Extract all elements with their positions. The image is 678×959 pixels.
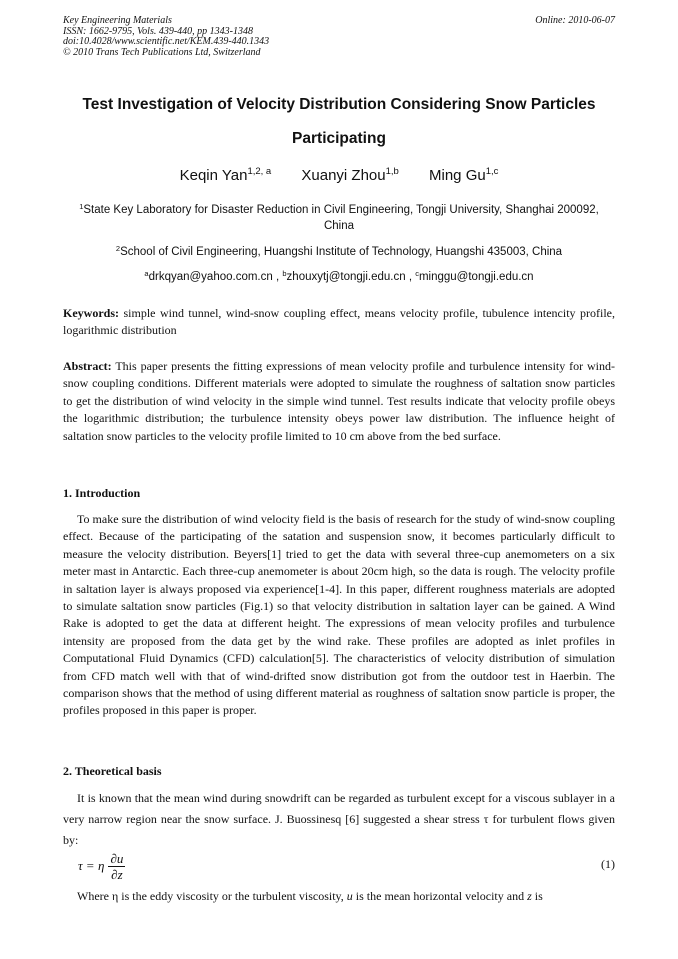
fraction-denominator: ∂z xyxy=(111,866,123,882)
introduction-paragraph: To make sure the distribution of wind velocity field is the basis of research for the study of wind-snow coupling effect. Because of the participating of the satation and suspension snow, it becomes particularly difficult to measure the velocity distribution. Beyers[1] tried to get the data with several three-cup anemometers on a six meter mast in Antarctic. Each three-cup anemometer is about 20cm high, so the data is rough. The velocity profile in saltation layer is always proposed via experience[1-4]. In this paper, different roughness materials are adopted to simulate saltation snow particles (Fig.1) so that velocity distribution in saltation layer can be gained. A Wind Rake is adopted to get the data at different height. The expressions of mean velocity profiles and turbulence intensity are proposed from the data get by the wind rake. These profiles are adopted as inlet profiles in Computational Fluid Dynamics (CFD) calculation[5]. The characteristics of velocity distribution of simulation from CFD match well with that of wind-drifted snow distribution got from the outdoor test in Haerbin. The comparison shows that the method of using different material as roughness of saltation snow particle is proper, the profiles proposed in this paper is proper. xyxy=(63,512,615,718)
keywords-label: Keywords: xyxy=(63,306,119,320)
issn-line: ISSN: 1662-9795, Vols. 439-440, pp 1343-1348 xyxy=(63,25,253,37)
email-separator: , xyxy=(405,271,416,283)
section-heading-introduction: 1. Introduction xyxy=(63,486,141,500)
affiliation-text: State Key Laboratory for Disaster Reduction in Civil Engineering, Tongji University, Shanghai 200092, China xyxy=(83,204,599,232)
fraction-numerator: ∂u xyxy=(110,850,124,866)
title-line-1: Test Investigation of Velocity Distribution Considering Snow Particles xyxy=(82,96,596,113)
doi-line: doi:10.4028/www.scientific.net/KEM.439-440.1343 xyxy=(63,36,270,47)
variable-u: u xyxy=(346,889,353,903)
equation-equals: = xyxy=(86,858,94,873)
email-link-c[interactable]: minggu@tongji.edu.cn xyxy=(418,271,534,283)
where-text-2: is the mean horizontal velocity and xyxy=(352,889,528,903)
keywords-paragraph xyxy=(63,305,615,339)
journal-name: Key Engineering Materials xyxy=(63,15,172,26)
section-heading-theoretical-basis: 2. Theoretical basis xyxy=(63,764,162,778)
email-mark: b xyxy=(282,269,287,278)
affiliation-mark: 2 xyxy=(115,244,121,253)
email-separator: , xyxy=(272,271,283,283)
title-line-2: Participating xyxy=(292,130,386,147)
affiliation-mark: 1 xyxy=(79,202,84,211)
keywords-text: simple wind tunnel, wind-snow coupling effect, means velocity profile, tubulence intencity profile, logarithmic distribution xyxy=(63,306,616,337)
affiliation-2 xyxy=(63,244,615,260)
author-2 xyxy=(301,165,398,187)
author-affiliation-mark: 1,c xyxy=(485,166,499,177)
author-name: Xuanyi Zhou xyxy=(301,167,386,184)
equation-fraction xyxy=(108,851,125,882)
abstract-paragraph xyxy=(63,358,615,445)
author-3 xyxy=(429,165,498,187)
equation-number: (1) xyxy=(601,857,615,871)
email-mark: a xyxy=(144,269,149,278)
equation-coefficient: η xyxy=(98,858,105,873)
author-affiliation-mark: 1,b xyxy=(385,166,399,177)
author-affiliation-mark: 1,2, a xyxy=(247,166,272,177)
theoretical-basis-paragraph: It is known that the mean wind during snowdrift can be regarded as turbulent except for a viscous sublayer in a very narrow region near the snow surface. J. Buossinesq [6] suggested a shear stress τ for turbulent flows given by: xyxy=(63,791,615,847)
equation-1 xyxy=(78,849,125,883)
equation-lhs: τ xyxy=(78,858,83,873)
email-link-b[interactable]: zhouxytj@tongji.edu.cn xyxy=(286,271,406,283)
where-text-1: Where η is the eddy viscosity or the turbulent viscosity, xyxy=(77,889,347,903)
variable-z: z xyxy=(527,889,532,903)
copyright-line: © 2010 Trans Tech Publications Ltd, Switzerland xyxy=(63,46,261,58)
where-text-3: is xyxy=(531,889,543,903)
email-list xyxy=(63,269,615,285)
affiliation-1 xyxy=(63,202,615,234)
affiliation-text: School of Civil Engineering, Huangshi Institute of Technology, Huangshi 435003, China xyxy=(120,246,563,258)
email-link-a[interactable]: drkqyan@yahoo.com.cn xyxy=(148,271,273,283)
email-mark: c xyxy=(415,269,419,278)
author-list xyxy=(63,165,615,187)
online-date: Online: 2010-06-07 xyxy=(535,15,615,26)
journal-header xyxy=(63,16,483,58)
abstract-label: Abstract: xyxy=(63,359,112,373)
author-name: Ming Gu xyxy=(429,167,486,184)
where-paragraph xyxy=(63,886,615,907)
author-1 xyxy=(180,165,272,187)
paper-title xyxy=(63,88,615,156)
abstract-text: This paper presents the fitting expressions of mean velocity profile and turbulence intensity for wind-snow coupling conditions. Different materials were adopted to simulate the roughness of saltation snow particles to get the distribution of wind velocity in the simple wind tunnel. Test results indicate that velocity profile obeys the logarithmic distribution; the turbulence intensity obeys power law distribution. The influence height of saltation snow particles to the velocity profile limited to 10 cm above from the bed surface. xyxy=(63,359,615,443)
author-name: Keqin Yan xyxy=(179,167,248,184)
